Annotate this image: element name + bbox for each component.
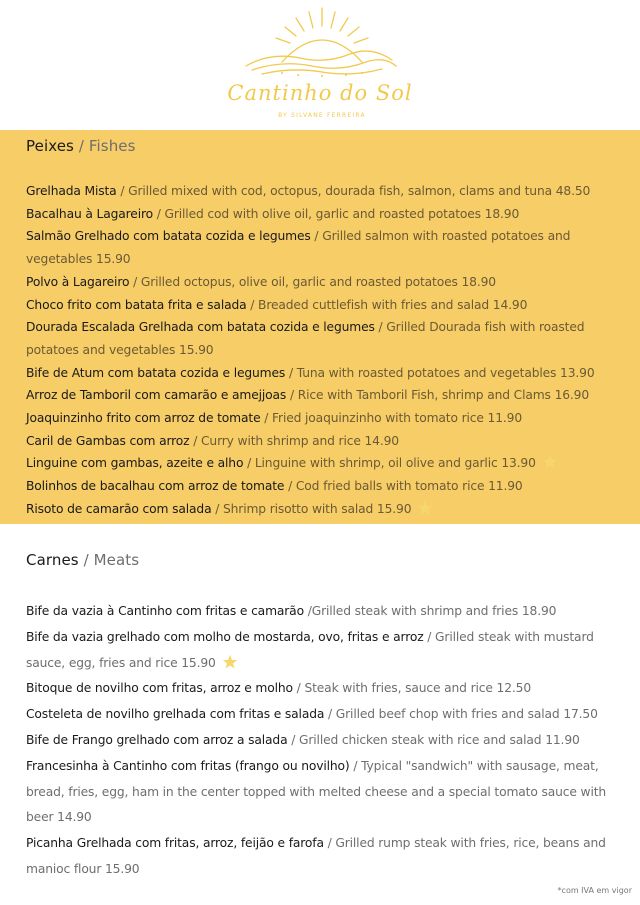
dish-description-text: Tuna with roasted potatoes and vegetables 13.90 bbox=[296, 365, 595, 380]
menu-item bbox=[26, 203, 618, 226]
dish-name: Bacalhau à Lagareiro bbox=[26, 206, 153, 221]
dish-description-text: Grilled octopus, olive oil, garlic and roasted potatoes 18.90 bbox=[140, 274, 496, 289]
dish-description: / Typical "sandwich" with sausage, meat, bread, fries, egg, ham in the center topped with melted cheese and a special tomato sauce with beer 14.90 bbox=[26, 758, 607, 825]
dish-name: Linguine com gambas, azeite e alho bbox=[26, 456, 244, 471]
dish-description: / Linguine with shrimp, oil olive and garlic 13.90 bbox=[243, 456, 536, 471]
dish-description: /Grilled steak with shrimp and fries 18.90 bbox=[303, 604, 557, 618]
menu-item bbox=[26, 625, 618, 677]
dish-description-text: Grilled beef chop with fries and salad 17.50 bbox=[335, 707, 598, 722]
dish-description: / Shrimp risotto with salad 15.90 bbox=[211, 501, 412, 516]
dish-name: Caril de Gambas com arroz bbox=[26, 433, 190, 448]
dish-name: Bitoque de novilho com fritas, arroz e molho bbox=[26, 681, 293, 696]
dish-name: Salmão Grelhado com batata cozida e legumes bbox=[26, 229, 311, 244]
menu-item bbox=[26, 599, 618, 625]
starfish-icon bbox=[222, 654, 238, 670]
menu-item bbox=[26, 271, 618, 294]
dish-description-text: Grilled chicken steak with rice and salad 11.90 bbox=[299, 732, 580, 747]
meats-subtitle: Meats bbox=[93, 551, 140, 569]
dish-description: / Tuna with roasted potatoes and vegetables 13.90 bbox=[285, 365, 595, 380]
dish-description-text: Rice with Tamboril Fish, shrimp and Clams 16.90 bbox=[297, 388, 590, 403]
restaurant-logo bbox=[0, 0, 640, 130]
menu-item bbox=[26, 452, 618, 475]
fishes-title: Peixes bbox=[26, 137, 74, 155]
dish-description: / Rice with Tamboril Fish, shrimp and Clams 16.90 bbox=[286, 388, 590, 403]
menu-item bbox=[26, 475, 618, 498]
dish-description-text: Linguine with shrimp, oil olive and garlic 13.90 bbox=[254, 456, 536, 471]
dish-name: Costeleta de novilho grelhada com fritas e salada bbox=[26, 707, 325, 722]
dish-description: / Grilled cod with olive oil, garlic and roasted potatoes 18.90 bbox=[152, 206, 520, 221]
dish-description-text: Grilled salmon with roasted potatoes and vegetables 15.90 bbox=[26, 229, 571, 267]
dish-description-text: Grilled steak with shrimp and fries 18.90 bbox=[311, 604, 557, 618]
dish-name: Francesinha à Cantinho com fritas (frango ou novilho) bbox=[26, 758, 350, 773]
dish-description-text: Grilled Dourada fish with roasted potatoes and vegetables 15.90 bbox=[26, 320, 585, 357]
dish-description-text: Fried joaquinzinho with tomato rice 11.90 bbox=[272, 411, 522, 426]
dish-description: / Steak with fries, sauce and rice 12.50 bbox=[292, 681, 532, 696]
dish-description-text: Steak with fries, sauce and rice 12.50 bbox=[304, 681, 532, 696]
menu-item bbox=[26, 702, 618, 728]
dish-description: / Grilled beef chop with fries and salad 17.50 bbox=[324, 707, 598, 722]
dish-name: Choco frito com batata frita e salada bbox=[26, 297, 247, 312]
dish-description-text: Cod fried balls with tomato rice 11.90 bbox=[295, 479, 523, 494]
fishes-menu-list bbox=[26, 180, 618, 521]
fishes-subtitle: Fishes bbox=[88, 137, 136, 155]
dish-description-text: Typical "sandwich" with sausage, meat, bread, fries, egg, ham in the center topped with melted cheese and a special tomato sauce with beer 14.90 bbox=[26, 758, 607, 825]
dish-description: / Grilled steak with mustard sauce, egg, fries and rice 15.90 bbox=[26, 629, 594, 670]
dish-name: Bife da vazia grelhado com molho de mostarda, ovo, fritas e arroz bbox=[26, 629, 424, 644]
starfish-icon bbox=[417, 500, 433, 516]
dish-name: Risoto de camarão com salada bbox=[26, 501, 212, 516]
logo-subtitle: BY SILVANE FERREIRA bbox=[278, 112, 366, 119]
dish-name: Joaquinzinho frito com arroz de tomate bbox=[26, 411, 261, 426]
menu-item bbox=[26, 498, 618, 521]
dish-name: Dourada Escalada Grelhada com batata cozida e legumes bbox=[26, 320, 375, 335]
menu-item bbox=[26, 180, 618, 203]
dish-description: / Grilled rump steak with fries, rice, beans and manioc flour 15.90 bbox=[26, 836, 606, 876]
dish-description-text: Breaded cuttlefish with fries and salad 14.90 bbox=[258, 297, 528, 312]
dish-description-text: Grilled mixed with cod, octopus, dourada fish, salmon, clams and tuna 48.50 bbox=[128, 184, 591, 198]
menu-item bbox=[26, 294, 618, 317]
dish-description: / Grilled chicken steak with rice and salad 11.90 bbox=[287, 732, 580, 747]
dish-name: Arroz de Tamboril com camarão e amejjoas bbox=[26, 388, 287, 403]
tax-note: *com IVA em vigor bbox=[557, 886, 632, 895]
dish-description-text: Grilled cod with olive oil, garlic and roasted potatoes 18.90 bbox=[164, 206, 520, 221]
logo-name: Cantinho do Sol bbox=[227, 81, 413, 105]
dish-description-text: Shrimp risotto with salad 15.90 bbox=[222, 501, 412, 516]
dish-description-text: Curry with shrimp and rice 14.90 bbox=[200, 433, 399, 448]
menu-item bbox=[26, 754, 618, 831]
dish-description: / Grilled salmon with roasted potatoes and vegetables 15.90 bbox=[26, 229, 571, 267]
sun-logo-graphic bbox=[0, 0, 640, 130]
meats-title: Carnes bbox=[26, 551, 79, 569]
dish-name: Bife de Frango grelhado com arroz a salada bbox=[26, 732, 288, 747]
starfish-icon bbox=[542, 454, 558, 470]
menu-item bbox=[26, 728, 618, 754]
menu-item bbox=[26, 430, 618, 453]
dish-description-text: Grilled steak with mustard sauce, egg, fries and rice 15.90 bbox=[26, 629, 594, 670]
menu-item bbox=[26, 831, 618, 883]
dish-name: Grelhada Mista bbox=[26, 184, 117, 198]
dish-name: Polvo à Lagareiro bbox=[26, 274, 130, 289]
menu-item bbox=[26, 384, 618, 407]
meats-menu-list bbox=[26, 599, 618, 883]
dish-name: Bife da vazia à Cantinho com fritas e camarão bbox=[26, 604, 304, 618]
fishes-heading: Peixes / Fishes bbox=[26, 137, 136, 155]
dish-description: / Fried joaquinzinho with tomato rice 11.90 bbox=[260, 411, 522, 426]
dish-description: / Grilled Dourada fish with roasted potatoes and vegetables 15.90 bbox=[26, 320, 585, 357]
dish-name: Picanha Grelhada com fritas, arroz, feijão e farofa bbox=[26, 836, 324, 851]
dish-description: / Breaded cuttlefish with fries and salad 14.90 bbox=[246, 297, 528, 312]
dish-description: / Grilled mixed with cod, octopus, dourada fish, salmon, clams and tuna 48.50 bbox=[116, 184, 591, 198]
menu-item bbox=[26, 407, 618, 430]
dish-description: / Cod fried balls with tomato rice 11.90 bbox=[284, 479, 523, 494]
dish-name: Bolinhos de bacalhau com arroz de tomate bbox=[26, 479, 285, 494]
menu-item bbox=[26, 676, 618, 702]
dish-description-text: Grilled rump steak with fries, rice, beans and manioc flour 15.90 bbox=[26, 836, 606, 876]
meats-heading: Carnes / Meats bbox=[26, 551, 140, 569]
menu-item bbox=[26, 316, 618, 361]
dish-description: / Curry with shrimp and rice 14.90 bbox=[189, 433, 399, 448]
dish-name: Bife de Atum com batata cozida e legumes bbox=[26, 365, 286, 380]
dish-description: / Grilled octopus, olive oil, garlic and roasted potatoes 18.90 bbox=[129, 274, 496, 289]
menu-item bbox=[26, 362, 618, 385]
menu-item bbox=[26, 225, 618, 270]
